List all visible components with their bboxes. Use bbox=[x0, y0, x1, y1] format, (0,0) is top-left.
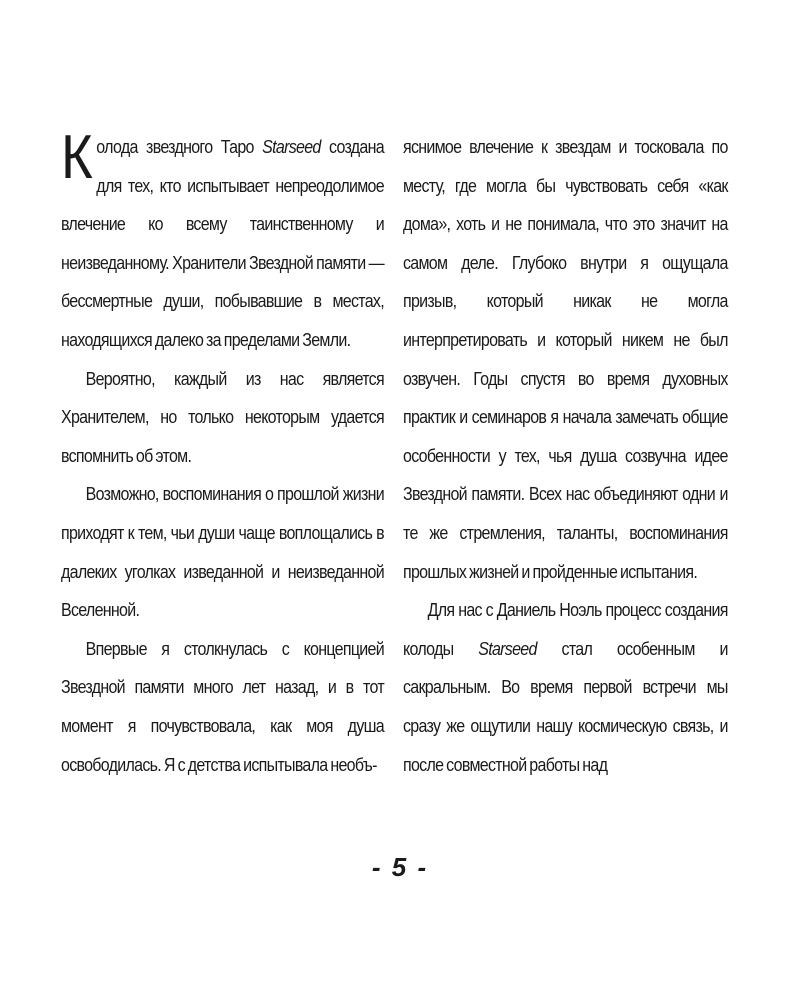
paragraph-deck-creation-end: стал особенным и сакральным. Во время первой встречи мы сразу же ощутили нашу космическую связь, и после совместной работы над bbox=[403, 638, 728, 775]
left-text-column bbox=[61, 123, 384, 784]
right-text-column bbox=[403, 128, 728, 784]
page-number: - 5 - bbox=[371, 852, 429, 882]
paragraph-continuation: яснимое влечение к звездам и тосковала по месту, где могла бы чувствовать себя «как дома», хоть и не понимала, что это значит на самом деле. Глубоко внутри я ощущала призыв, который никак не могла интерпретировать и который никем не был озвучен. Годы спустя во время духовных практик и семинаров я начала замечать общие особенности у тех, чья душа созвучна идее Звездной памяти. Всех нас объединяют одни и те же стремления, таланты, воспоминания прошлых жизней и пройденные испытания. bbox=[403, 137, 728, 582]
paragraph-memories: Возможно, воспоминания о прошлой жизни приходят к тем, чьи души чаще воплощались в далеких уголках изведанной и неизведанной Вселенной. bbox=[61, 484, 384, 621]
paragraph-intro bbox=[61, 123, 384, 360]
deck-name-italic: Starseed bbox=[262, 137, 321, 157]
drop-cap: К bbox=[61, 123, 93, 192]
paragraph-intro-text-end: создана для тех, кто испытывает непреодолимое влечение ко всему таинственному и неизведанному. Хранители Звездной памяти — бессмертные души, побывавшие в местах, находящихся далеко за пределами Земли. bbox=[61, 137, 384, 350]
paragraph-deck-creation bbox=[403, 591, 728, 784]
paragraph-keepers: Вероятно, каждый из нас является Хранителем, но только некоторым удается вспомнить об этом. bbox=[61, 368, 384, 466]
paragraph-first-encounter: Впервые я столкнулась с концепцией Звездной памяти много лет назад, и в тот момент я почувствовала, как моя душа освободилась. Я с детства испытывала необъ- bbox=[61, 638, 384, 775]
paragraph-deck-creation-start: Для нас с Даниель Ноэль процесс создания колоды bbox=[403, 600, 728, 659]
paragraph-intro-text-start: олода звездного Таро bbox=[96, 137, 263, 157]
deck-name-italic-2: Starseed bbox=[478, 638, 537, 659]
